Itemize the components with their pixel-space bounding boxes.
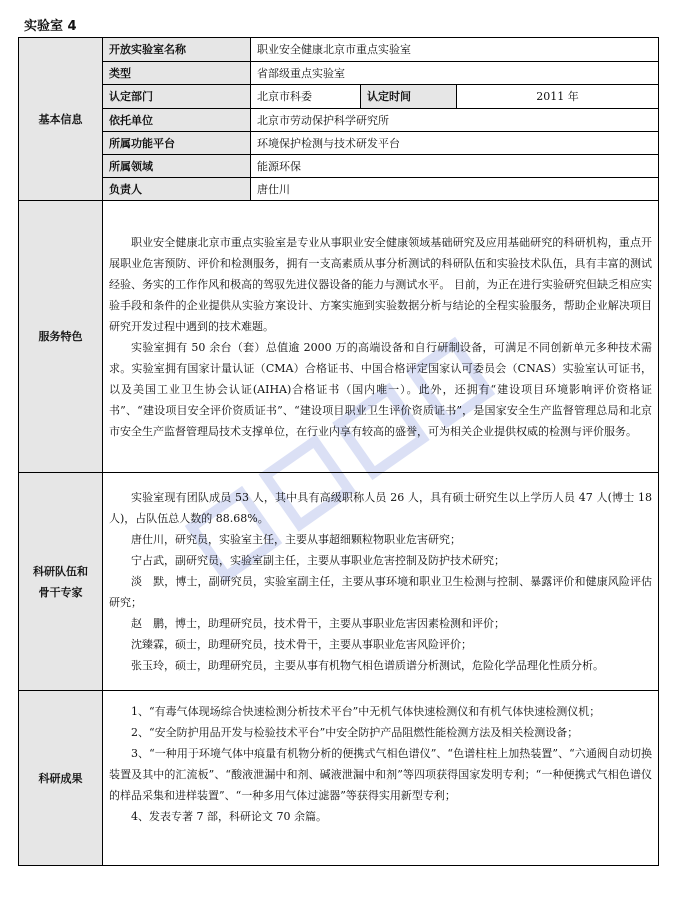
result-line: 2、“安全防护用品开发与检验技术平台”中安全防护产品阻燃性能检测方法及相关检测设备； bbox=[131, 726, 579, 739]
team-line: 唐仕川，研究员，实验室主任，主要从事超细颗粒物职业危害研究； bbox=[131, 533, 461, 546]
label-org: 依托单位 bbox=[103, 109, 251, 132]
result-line: 4、发表专著 7 部，科研论文 70 余篇。 bbox=[131, 810, 327, 823]
section-team bbox=[19, 473, 103, 691]
table-row bbox=[19, 62, 659, 85]
value-platform: 环境保护检测与技术研发平台 bbox=[251, 132, 659, 155]
value-org: 北京市劳动保护科学研究所 bbox=[251, 109, 659, 132]
section-team-line-2: 骨干专家 bbox=[38, 585, 83, 599]
table-row bbox=[19, 109, 659, 132]
value-leader: 唐仕川 bbox=[251, 178, 659, 201]
label-lab-name: 开放实验室名称 bbox=[103, 38, 251, 62]
value-field: 能源环保 bbox=[251, 155, 659, 178]
value-lab-name: 职业安全健康北京市重点实验室 bbox=[251, 38, 659, 62]
table-row bbox=[19, 201, 659, 473]
table-row bbox=[19, 85, 659, 109]
team-line: 沈臻霖，硕士，助理研究员，技术骨干，主要从事职业危害风险评价； bbox=[131, 638, 472, 651]
team-line: 淡 默，博士，副研究员，实验室副主任，主要从事环境和职业卫生检测与控制、暴露评价和健康风险评估研究； bbox=[109, 575, 653, 609]
table-row bbox=[19, 132, 659, 155]
service-paragraph-2: 实验室拥有 50 余台（套）总值逾 2000 万的高端设备和自行研制设备，可满足不同创新单元多种技术需求。实验室拥有国家计量认证（CMA）合格证书、中国合格评定国家认可委员会（CNAS）实验室认可证书，以及美国工业卫生协会认证(AIHA)合格证书（国内唯一）。此外，还拥有“建设项目环境影响评价资格证书”、“建设项目安全评价资质证书”、“建设项目职业卫生评价资质证书”，是国家安全生产监督管理总局和北京市安全生产监督管理局技术支撑单位，在行业内享有较高的盛誉，可为相关企业提供权威的检测与评价服务。 bbox=[109, 340, 653, 438]
service-paragraph-1: 职业安全健康北京市重点实验室是专业从事职业安全健康领域基础研究及应用基础研究的科研机构，重点开展职业危害预防、评价和检测服务，拥有一支高素质从事分析测试的科研队伍和实验技术队伍，具有丰富的测试经验、务实的工作作风和极高的驾驭先进仪器设备的能力与测试水平。 目前，为正在进行实验研究但缺乏相应实验手段和条件的企业提供从实验方案设计、方案实施到实验数据分析与结论的全程实验服务，帮助企业解决项目研究开发过程中遇到的技术难题。 bbox=[109, 235, 653, 333]
team-line: 实验室现有团队成员 53 人，其中具有高级职称人员 26 人，具有硕士研究生以上学历人员 47 人(博士 18 人)，占队伍总人数的 88.68%。 bbox=[109, 491, 653, 525]
section-results: 科研成果 bbox=[19, 691, 103, 866]
section-team-line-1: 科研队伍和 bbox=[33, 564, 88, 578]
results-content bbox=[103, 691, 659, 866]
value-dept: 北京市科委 bbox=[251, 85, 361, 109]
team-line: 张玉玲，硕士，助理研究员，主要从事有机物气相色谱质谱分析测试，危险化学品理化性质分析。 bbox=[131, 659, 604, 672]
table-row bbox=[19, 473, 659, 691]
table-row bbox=[19, 38, 659, 62]
table-row bbox=[19, 691, 659, 866]
table-row bbox=[19, 155, 659, 178]
label-type: 类型 bbox=[103, 62, 251, 85]
result-line: 1、“有毒气体现场综合快速检测分析技术平台”中无机气体快速检测仪和有机气体快速检测仪机； bbox=[131, 705, 601, 718]
label-platform: 所属功能平台 bbox=[103, 132, 251, 155]
label-field: 所属领域 bbox=[103, 155, 251, 178]
team-line: 赵 鹏，博士，助理研究员，技术骨干，主要从事职业危害因素检测和评价； bbox=[131, 617, 505, 630]
label-time: 认定时间 bbox=[361, 85, 457, 109]
label-leader: 负责人 bbox=[103, 178, 251, 201]
result-line: 3、“一种用于环境气体中痕量有机物分析的便携式气相色谱仪”、“色谱柱柱上加热装置”、“六通阀自动切换装置及其中的汇流板”、“酸液泄漏中和剂、碱液泄漏中和剂”等四项获得国家发明专利；“一种便携式气相色谱仪的样品采集和进样装置”、“一种多用气体过滤器”等获得实用新型专利； bbox=[109, 747, 653, 802]
lab-info-table bbox=[18, 37, 659, 866]
label-dept: 认定部门 bbox=[103, 85, 251, 109]
value-type: 省部级重点实验室 bbox=[251, 62, 659, 85]
section-service: 服务特色 bbox=[19, 201, 103, 473]
value-time: 2011 年 bbox=[457, 85, 659, 109]
section-basic-info: 基本信息 bbox=[19, 38, 103, 201]
team-content bbox=[103, 473, 659, 691]
service-content bbox=[103, 201, 659, 473]
table-row bbox=[19, 178, 659, 201]
page-title: 实验室 4 bbox=[24, 19, 77, 34]
team-line: 宁占武，副研究员，实验室副主任，主要从事职业危害控制及防护技术研究； bbox=[131, 554, 505, 567]
